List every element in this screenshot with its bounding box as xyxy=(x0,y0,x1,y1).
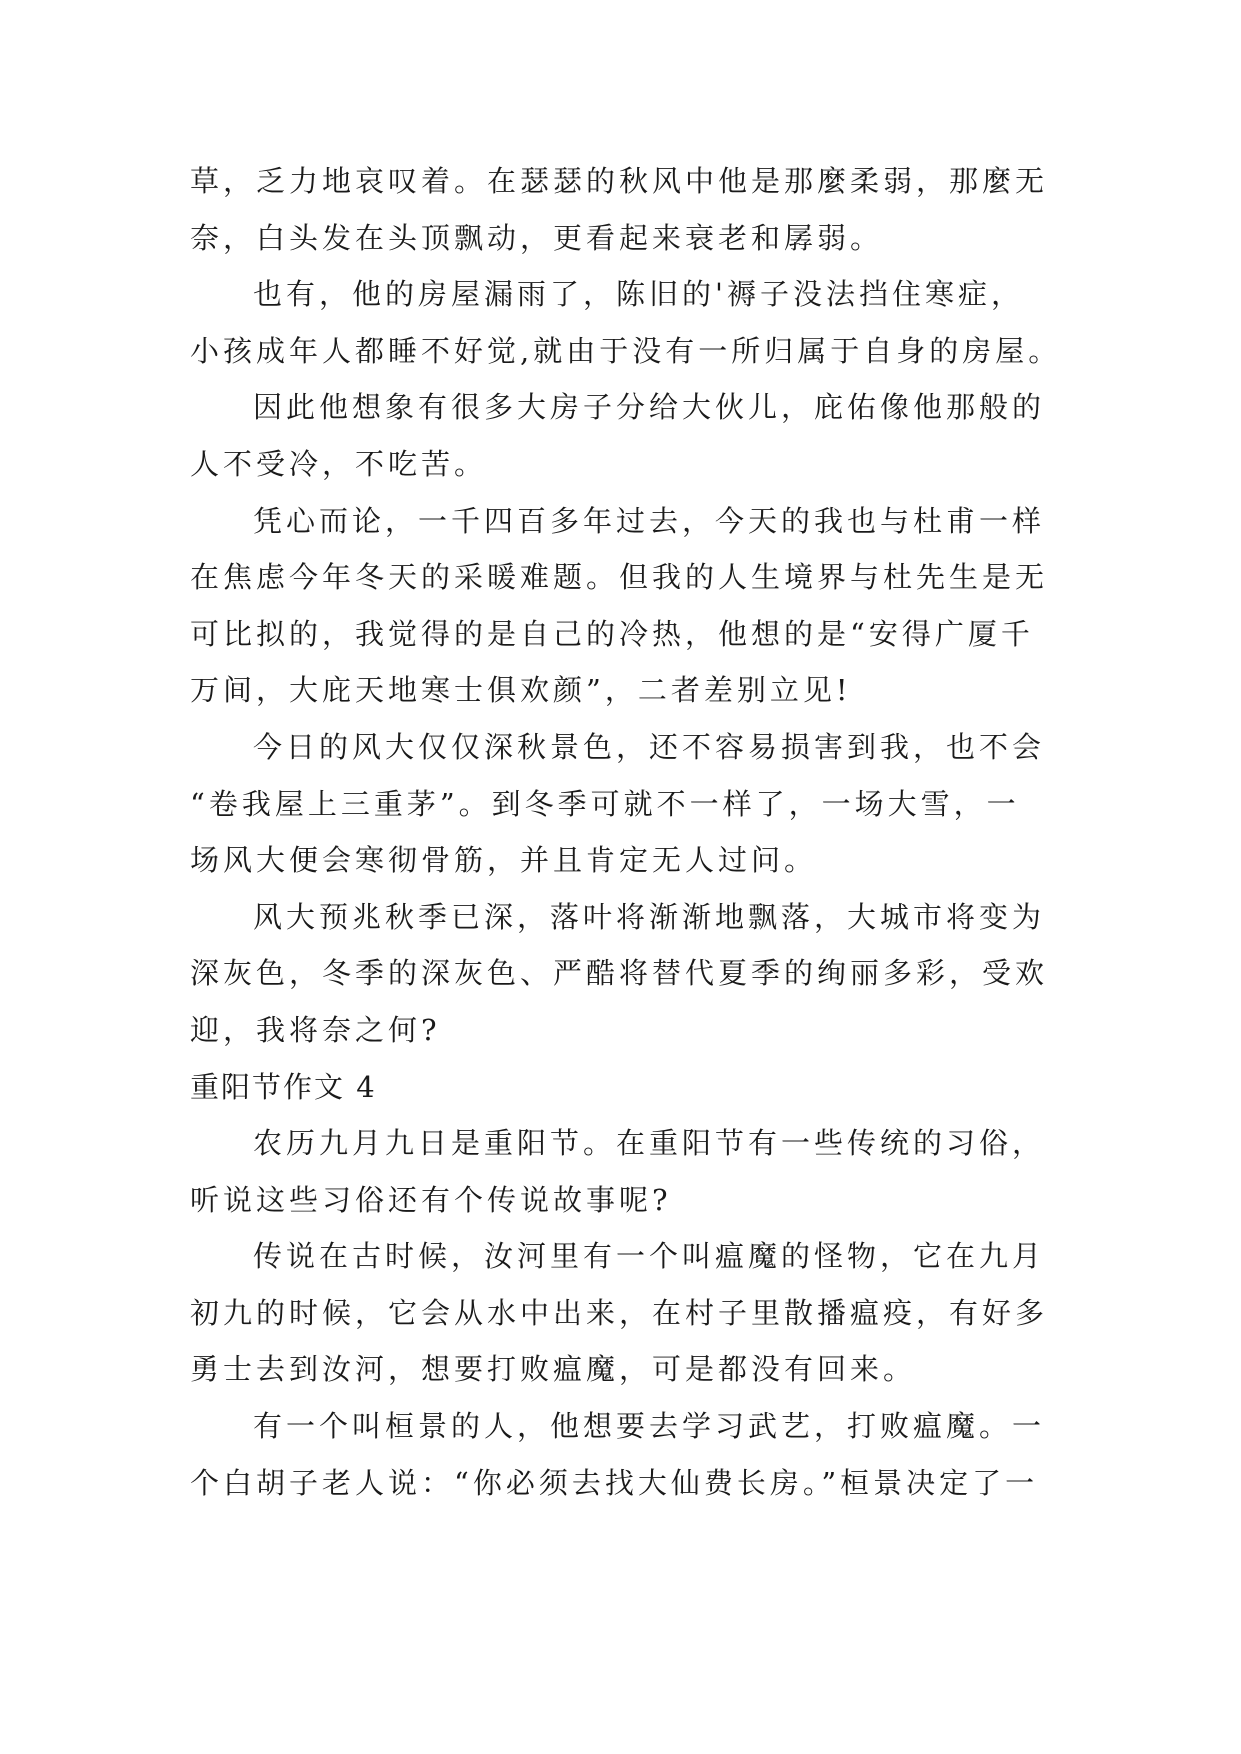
text-line: “卷我屋上三重茅”。到冬季可就不一样了，一场大雪，一 xyxy=(190,786,1020,821)
text-line: 凭心而论，一千四百多年过去，今天的我也与杜甫一样 xyxy=(253,503,1046,538)
text-line: 迎，我将奈之何? xyxy=(190,1012,441,1047)
text-line: 有一个叫桓景的人，他想要去学习武艺，打败瘟魔。一 xyxy=(253,1409,1046,1444)
text-line: 勇士去到汝河，想要打败瘟魔，可是都没有回来。 xyxy=(190,1352,917,1387)
text-line: 也有，他的房屋漏雨了，陈旧的'褥子没法挡住寒症， xyxy=(253,277,1024,312)
text-line: 听说这些习俗还有个传说故事呢? xyxy=(190,1182,672,1217)
text-line: 在焦虑今年冬天的采暖难题。但我的人生境界与杜先生是无 xyxy=(190,560,1049,595)
text-line: 场风大便会寒彻骨筋，并且肯定无人过问。 xyxy=(190,843,818,878)
text-line: 因此他想象有很多大房子分给大伙儿，庇佑像他那般的 xyxy=(253,390,1046,425)
section-heading: 重阳节作文 4 xyxy=(190,1069,377,1104)
text-line: 人不受冷，不吃苦。 xyxy=(190,446,488,481)
text-line: 万间，大庇天地寒士俱欢颜”，二者差别立见! xyxy=(190,673,852,708)
text-line: 小孩成年人都睡不好觉,就由于没有一所归属于自身的房屋。 xyxy=(190,333,1062,368)
text-line: 今日的风大仅仅深秋景色，还不容易损害到我，也不会 xyxy=(253,729,1046,764)
text-line: 奈，白头发在头顶飘动，更看起来衰老和孱弱。 xyxy=(190,220,884,255)
text-line: 风大预兆秋季已深，落叶将渐渐地飘落，大城市将变为 xyxy=(253,899,1046,934)
text-line: 深灰色，冬季的深灰色、严酷将替代夏季的绚丽多彩，受欢 xyxy=(190,956,1049,991)
text-line: 可比拟的，我觉得的是自己的冷热，他想的是“安得广厦千 xyxy=(190,616,1034,651)
text-line: 初九的时候，它会从水中出来，在村子里散播瘟疫，有好多 xyxy=(190,1295,1049,1330)
document-page xyxy=(190,153,1070,1511)
text-line: 传说在古时候，汝河里有一个叫瘟魔的怪物，它在九月 xyxy=(253,1239,1046,1274)
text-line: 个白胡子老人说：“你必须去找大仙费长房。”桓景决定了一 xyxy=(190,1465,1039,1500)
text-line: 草，乏力地哀叹着。在瑟瑟的秋风中他是那麼柔弱，那麼无 xyxy=(190,164,1049,198)
text-line: 农历九月九日是重阳节。在重阳节有一些传统的习俗， xyxy=(253,1126,1046,1161)
